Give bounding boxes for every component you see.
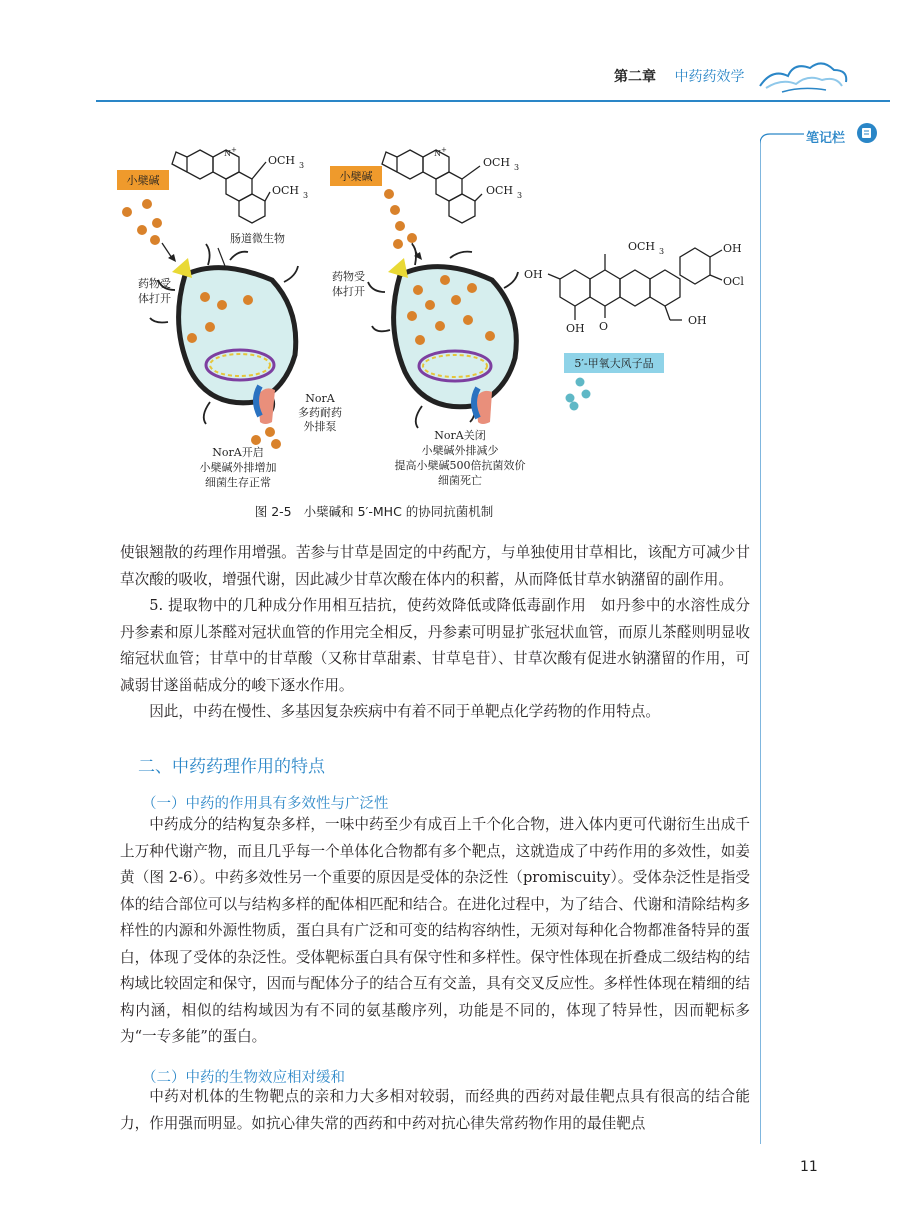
right-status-1: NorA关闭	[434, 429, 486, 442]
right-drug-dots	[384, 189, 417, 249]
left-drug-dots	[122, 199, 162, 245]
paragraph-item-5: 5. 提取物中的几种成分作用相互拮抗，使药效降低或降低毒副作用 如丹参中的水溶性成分丹参素和原儿茶醛对冠状血管的作用完全相反，丹参素可明显扩张冠状血管，而原儿茶醛则明显收缩冠状血管；甘草中的甘草酸（又称甘草甜素、甘草皂苷）、甘草次酸有促进水钠潴留的作用，可减弱甘遂甾萜成分的峻下逐水作用。	[120, 597, 750, 694]
left-bacterium-cell	[179, 268, 296, 403]
svg-text:+: +	[441, 146, 447, 154]
mhc-ocl: OCl	[723, 275, 744, 288]
svg-text:+: +	[231, 146, 237, 154]
body-block-3	[120, 1084, 750, 1137]
cloud-ornament-icon	[752, 56, 852, 96]
note-book-icon	[856, 122, 878, 144]
section-heading-2: 二、中药药理作用的特点	[138, 757, 325, 777]
svg-text:N: N	[434, 149, 441, 158]
svg-text:N: N	[224, 149, 231, 158]
mhc-oh-a: OH	[524, 268, 543, 281]
running-header	[614, 66, 744, 86]
right-receptor-label-2: 体打开	[332, 285, 365, 298]
left-status-1: NorA开启	[212, 446, 264, 459]
left-pump-label-2: 多药耐药	[298, 406, 342, 419]
body-block-1	[120, 540, 750, 726]
mhc-och3-sub: 3	[659, 247, 665, 256]
subsection-heading-2: （二）中药的生物效应相对缓和	[142, 1070, 345, 1086]
left-pump-label-1: NorA	[305, 392, 335, 405]
page-number: 11	[800, 1159, 818, 1175]
subsection-heading-1: （一）中药的作用具有多效性与广泛性	[142, 796, 389, 812]
mhc-structure	[548, 248, 722, 320]
left-och3-top: OCH	[268, 154, 296, 167]
right-drug-tag-label: 小檗碱	[339, 170, 373, 183]
right-status-4: 细菌死亡	[438, 474, 482, 487]
left-receptor-label-1: 药物受	[138, 277, 171, 290]
mhc-oh-b: OH	[566, 322, 585, 335]
mhc-oh-d: OH	[688, 314, 707, 327]
right-receptor-open	[388, 258, 408, 278]
right-receptor-label-1: 药物受	[332, 270, 365, 283]
right-nora-pump	[476, 391, 492, 424]
right-bacterium-cell	[394, 267, 517, 407]
mhc-tag-label: 5′-甲氧大风子品	[574, 357, 654, 370]
left-panel	[117, 146, 342, 489]
left-status-2: 小檗碱外排增加	[199, 461, 277, 474]
right-status-2: 小檗碱外排减少	[421, 444, 499, 457]
figure-2-5	[100, 140, 760, 495]
left-drug-tag-label: 小檗碱	[126, 174, 160, 187]
figure-number: 图 2-5	[254, 504, 292, 519]
left-nora-pump	[258, 388, 275, 424]
left-receptor-label-2: 体打开	[138, 292, 171, 305]
left-pump-label-3: 外排泵	[303, 420, 337, 433]
left-och3-bottom: OCH	[272, 184, 300, 197]
figure-caption	[0, 502, 760, 520]
header-rule	[96, 100, 890, 102]
left-och3-bottom-sub: 3	[303, 191, 309, 200]
right-och3-top-sub: 3	[514, 163, 520, 172]
right-status-3: 提高小檗碱500倍抗菌效价	[394, 459, 526, 472]
mhc-dots	[566, 378, 591, 411]
chapter-topic: 中药药效学	[674, 69, 745, 85]
paragraph-continued: 使银翘散的药理作用增强。苦参与甘草是固定的中药配方，与单独使用甘草相比，该配方可减少甘草次酸的吸收，增强代谢，因此减少甘草次酸在体内的积蓄，从而降低甘草水钠潴留的副作用。	[120, 544, 750, 588]
left-och3-top-sub: 3	[299, 161, 305, 170]
mhc-oh-c: OH	[723, 242, 742, 255]
right-och3-bottom: OCH	[486, 184, 514, 197]
body-block-2	[120, 812, 750, 1051]
right-och3-top: OCH	[483, 156, 511, 169]
right-och3-bottom-sub: 3	[517, 191, 523, 200]
chapter-label: 第二章	[614, 69, 656, 85]
mhc-och3: OCH	[628, 240, 656, 253]
paragraph-multi-effect: 中药成分的结构复杂多样，一味中药至少有成百上千个化合物，进入体内更可代谢衍生出成千上万种代谢产物，而且几乎每一个单体化合物都有多个靶点，这就造成了中药作用的多效性，如姜黄（图 2-6）。中药多效性另一个重要的原因是受体的杂泛性（promiscuity）。受体杂泛性是指受体的结合部位可以与结构多样的配体相匹配和结合。在进化过程中，为了结合、代谢和清除结构多样性的内源和外源性物质，蛋白具有广泛和可变的结构容纳性，无须对每种化合物都准备特异的蛋白，体现了受体的杂泛性。受体靶标蛋白具有保守性和多样性。保守性体现在折叠成二级结构的结构域比较固定和保守，因而与配体分子的结合互有交盖，具有交叉反应性。多样性体现在精细的结构内涵，相似的结构域因为有不同的氨基酸序列，功能是不同的，体现了特异性，因而靶标多为“一专多能”的蛋白。	[120, 816, 750, 1045]
paragraph-mild-effect: 中药对机体的生物靶点的亲和力大多相对较弱，而经典的西药对最佳靶点具有很高的结合能力，作用强而明显。如抗心律失常的西药和中药对抗心律失常药物作用的最佳靶点	[120, 1088, 750, 1132]
figure-caption-text: 小檗碱和 5′-MHC 的协同抗菌机制	[303, 504, 494, 519]
paragraph-conclusion: 因此，中药在慢性、多基因复杂疾病中有着不同于单靶点化学药物的作用特点。	[149, 703, 660, 720]
right-panel	[330, 146, 744, 487]
notes-label: 笔记栏	[806, 131, 846, 146]
left-status-3: 细菌生存正常	[205, 476, 271, 489]
notes-column-border	[760, 124, 900, 1144]
berberine-structure-left	[172, 150, 265, 223]
left-microbe-label: 肠道微生物	[230, 232, 285, 245]
mhc-carbonyl-o: O	[599, 320, 609, 333]
